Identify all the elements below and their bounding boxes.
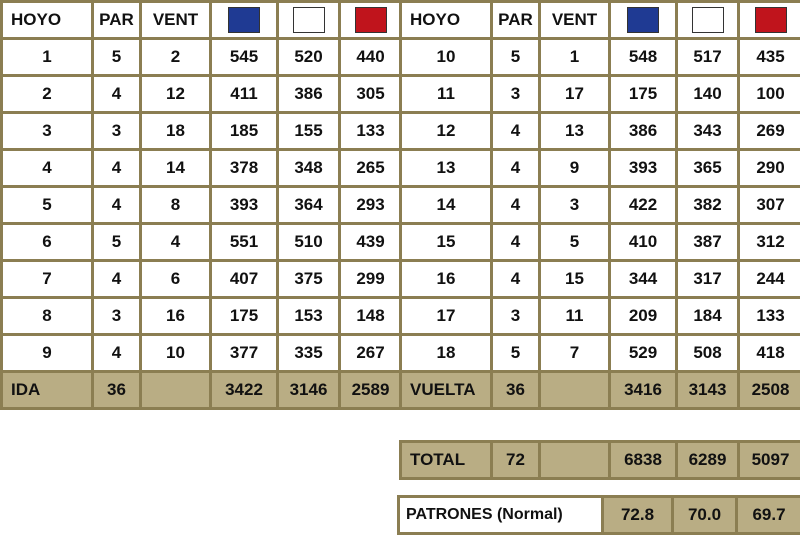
hole-cell: 11 xyxy=(401,76,492,113)
par-cell: 4 xyxy=(492,150,540,187)
blue-tee-header xyxy=(610,2,677,39)
par-header: PAR xyxy=(492,2,540,39)
red-yardage-cell: 312 xyxy=(739,224,800,261)
white-yardage-cell: 317 xyxy=(677,261,739,298)
blue-yardage-cell: 386 xyxy=(610,113,677,150)
white-yardage-cell: 335 xyxy=(278,335,340,372)
hole-header: HOYO xyxy=(2,2,93,39)
par-cell: 5 xyxy=(492,335,540,372)
par-cell: 4 xyxy=(93,150,141,187)
hole-row xyxy=(2,187,402,224)
par-cell: 5 xyxy=(492,39,540,76)
hole-cell: 18 xyxy=(401,335,492,372)
hole-cell: 1 xyxy=(2,39,93,76)
hole-row xyxy=(401,187,800,224)
white-yardage-cell: 375 xyxy=(278,261,340,298)
hole-cell: 14 xyxy=(401,187,492,224)
par-cell: 4 xyxy=(93,261,141,298)
hole-row xyxy=(401,113,800,150)
vuelta-row xyxy=(401,372,800,409)
total-par: 72 xyxy=(492,442,540,479)
red-yardage-cell: 133 xyxy=(739,298,800,335)
handicap-cell: 15 xyxy=(540,261,610,298)
blue-tee-swatch xyxy=(228,7,260,33)
handicap-header: VENT xyxy=(540,2,610,39)
hole-row xyxy=(401,224,800,261)
vuelta-vent xyxy=(540,372,610,409)
ida-red: 2589 xyxy=(340,372,402,409)
white-yardage-cell: 364 xyxy=(278,187,340,224)
red-tee-header xyxy=(739,2,800,39)
hole-row xyxy=(401,335,800,372)
handicap-cell: 5 xyxy=(540,224,610,261)
hole-row xyxy=(2,298,402,335)
blue-tee-swatch xyxy=(627,7,659,33)
white-yardage-cell: 517 xyxy=(677,39,739,76)
white-tee-header xyxy=(677,2,739,39)
ida-label: IDA xyxy=(2,372,93,409)
handicap-cell: 12 xyxy=(141,76,211,113)
handicap-header: VENT xyxy=(141,2,211,39)
white-yardage-cell: 348 xyxy=(278,150,340,187)
white-yardage-cell: 184 xyxy=(677,298,739,335)
total-table xyxy=(399,440,800,480)
red-yardage-cell: 148 xyxy=(340,298,402,335)
handicap-cell: 18 xyxy=(141,113,211,150)
red-yardage-cell: 305 xyxy=(340,76,402,113)
hole-row xyxy=(2,39,402,76)
par-cell: 4 xyxy=(492,187,540,224)
white-yardage-cell: 386 xyxy=(278,76,340,113)
blue-yardage-cell: 377 xyxy=(211,335,278,372)
hole-cell: 10 xyxy=(401,39,492,76)
blue-yardage-cell: 175 xyxy=(211,298,278,335)
blue-yardage-cell: 378 xyxy=(211,150,278,187)
ida-par: 36 xyxy=(93,372,141,409)
header-row xyxy=(2,2,402,39)
hole-row xyxy=(401,261,800,298)
hole-row xyxy=(2,150,402,187)
handicap-cell: 6 xyxy=(141,261,211,298)
handicap-cell: 10 xyxy=(141,335,211,372)
blue-yardage-cell: 422 xyxy=(610,187,677,224)
hole-header: HOYO xyxy=(401,2,492,39)
hole-row xyxy=(2,335,402,372)
blue-yardage-cell: 185 xyxy=(211,113,278,150)
red-yardage-cell: 244 xyxy=(739,261,800,298)
par-cell: 4 xyxy=(492,224,540,261)
white-yardage-cell: 520 xyxy=(278,39,340,76)
ida-blue: 3422 xyxy=(211,372,278,409)
red-yardage-cell: 299 xyxy=(340,261,402,298)
hole-cell: 4 xyxy=(2,150,93,187)
hole-row xyxy=(2,224,402,261)
white-yardage-cell: 155 xyxy=(278,113,340,150)
white-tee-header xyxy=(278,2,340,39)
par-cell: 3 xyxy=(492,298,540,335)
white-yardage-cell: 382 xyxy=(677,187,739,224)
patrones-red: 69.7 xyxy=(737,497,800,534)
white-yardage-cell: 387 xyxy=(677,224,739,261)
blue-yardage-cell: 529 xyxy=(610,335,677,372)
handicap-cell: 1 xyxy=(540,39,610,76)
patrones-blue: 72.8 xyxy=(603,497,673,534)
white-yardage-cell: 510 xyxy=(278,224,340,261)
hole-cell: 7 xyxy=(2,261,93,298)
hole-cell: 6 xyxy=(2,224,93,261)
red-yardage-cell: 133 xyxy=(340,113,402,150)
blue-yardage-cell: 545 xyxy=(211,39,278,76)
blue-yardage-cell: 175 xyxy=(610,76,677,113)
red-yardage-cell: 440 xyxy=(340,39,402,76)
red-tee-swatch xyxy=(355,7,387,33)
red-yardage-cell: 307 xyxy=(739,187,800,224)
back-nine-body xyxy=(401,2,800,409)
handicap-cell: 9 xyxy=(540,150,610,187)
white-yardage-cell: 140 xyxy=(677,76,739,113)
patrones-white: 70.0 xyxy=(673,497,737,534)
handicap-cell: 2 xyxy=(141,39,211,76)
front-nine-body xyxy=(2,2,402,409)
vuelta-par: 36 xyxy=(492,372,540,409)
par-cell: 4 xyxy=(93,76,141,113)
par-header: PAR xyxy=(93,2,141,39)
blue-yardage-cell: 393 xyxy=(211,187,278,224)
total-white: 6289 xyxy=(677,442,739,479)
red-yardage-cell: 435 xyxy=(739,39,800,76)
par-cell: 3 xyxy=(93,113,141,150)
blue-yardage-cell: 551 xyxy=(211,224,278,261)
hole-cell: 17 xyxy=(401,298,492,335)
header-row xyxy=(401,2,800,39)
red-yardage-cell: 269 xyxy=(739,113,800,150)
hole-row xyxy=(401,150,800,187)
total-red: 5097 xyxy=(739,442,800,479)
handicap-cell: 4 xyxy=(141,224,211,261)
red-yardage-cell: 100 xyxy=(739,76,800,113)
white-tee-swatch xyxy=(293,7,325,33)
handicap-cell: 16 xyxy=(141,298,211,335)
par-cell: 4 xyxy=(492,113,540,150)
handicap-cell: 17 xyxy=(540,76,610,113)
red-tee-header xyxy=(340,2,402,39)
handicap-cell: 14 xyxy=(141,150,211,187)
vuelta-white: 3143 xyxy=(677,372,739,409)
blue-yardage-cell: 209 xyxy=(610,298,677,335)
handicap-cell: 7 xyxy=(540,335,610,372)
hole-row xyxy=(2,113,402,150)
white-yardage-cell: 508 xyxy=(677,335,739,372)
ida-white: 3146 xyxy=(278,372,340,409)
patrones-row xyxy=(399,497,800,534)
red-tee-swatch xyxy=(755,7,787,33)
red-yardage-cell: 265 xyxy=(340,150,402,187)
red-yardage-cell: 290 xyxy=(739,150,800,187)
blue-yardage-cell: 548 xyxy=(610,39,677,76)
red-yardage-cell: 267 xyxy=(340,335,402,372)
blue-yardage-cell: 393 xyxy=(610,150,677,187)
par-cell: 5 xyxy=(93,39,141,76)
hole-cell: 2 xyxy=(2,76,93,113)
hole-row xyxy=(401,298,800,335)
hole-cell: 8 xyxy=(2,298,93,335)
hole-row xyxy=(401,76,800,113)
total-blue: 6838 xyxy=(610,442,677,479)
par-cell: 5 xyxy=(93,224,141,261)
back-nine-table xyxy=(399,0,800,410)
hole-cell: 13 xyxy=(401,150,492,187)
par-cell: 3 xyxy=(93,298,141,335)
handicap-cell: 13 xyxy=(540,113,610,150)
handicap-cell: 3 xyxy=(540,187,610,224)
red-yardage-cell: 418 xyxy=(739,335,800,372)
hole-cell: 12 xyxy=(401,113,492,150)
par-cell: 3 xyxy=(492,76,540,113)
hole-row xyxy=(401,39,800,76)
patrones-label: PATRONES (Normal) xyxy=(399,497,603,534)
vuelta-red: 2508 xyxy=(739,372,800,409)
red-yardage-cell: 439 xyxy=(340,224,402,261)
red-yardage-cell: 293 xyxy=(340,187,402,224)
handicap-cell: 8 xyxy=(141,187,211,224)
blue-tee-header xyxy=(211,2,278,39)
hole-cell: 9 xyxy=(2,335,93,372)
blue-yardage-cell: 411 xyxy=(211,76,278,113)
hole-row xyxy=(2,261,402,298)
par-cell: 4 xyxy=(492,261,540,298)
hole-cell: 16 xyxy=(401,261,492,298)
white-yardage-cell: 153 xyxy=(278,298,340,335)
front-nine-table xyxy=(0,0,403,410)
total-row xyxy=(401,442,800,479)
vuelta-label: VUELTA xyxy=(401,372,492,409)
blue-yardage-cell: 407 xyxy=(211,261,278,298)
hole-row xyxy=(2,76,402,113)
white-tee-swatch xyxy=(692,7,724,33)
patrones-table xyxy=(397,495,800,535)
white-yardage-cell: 343 xyxy=(677,113,739,150)
total-vent xyxy=(540,442,610,479)
ida-row xyxy=(2,372,402,409)
blue-yardage-cell: 344 xyxy=(610,261,677,298)
vuelta-blue: 3416 xyxy=(610,372,677,409)
hole-cell: 15 xyxy=(401,224,492,261)
par-cell: 4 xyxy=(93,187,141,224)
ida-vent xyxy=(141,372,211,409)
blue-yardage-cell: 410 xyxy=(610,224,677,261)
handicap-cell: 11 xyxy=(540,298,610,335)
hole-cell: 3 xyxy=(2,113,93,150)
hole-cell: 5 xyxy=(2,187,93,224)
white-yardage-cell: 365 xyxy=(677,150,739,187)
total-label: TOTAL xyxy=(401,442,492,479)
par-cell: 4 xyxy=(93,335,141,372)
